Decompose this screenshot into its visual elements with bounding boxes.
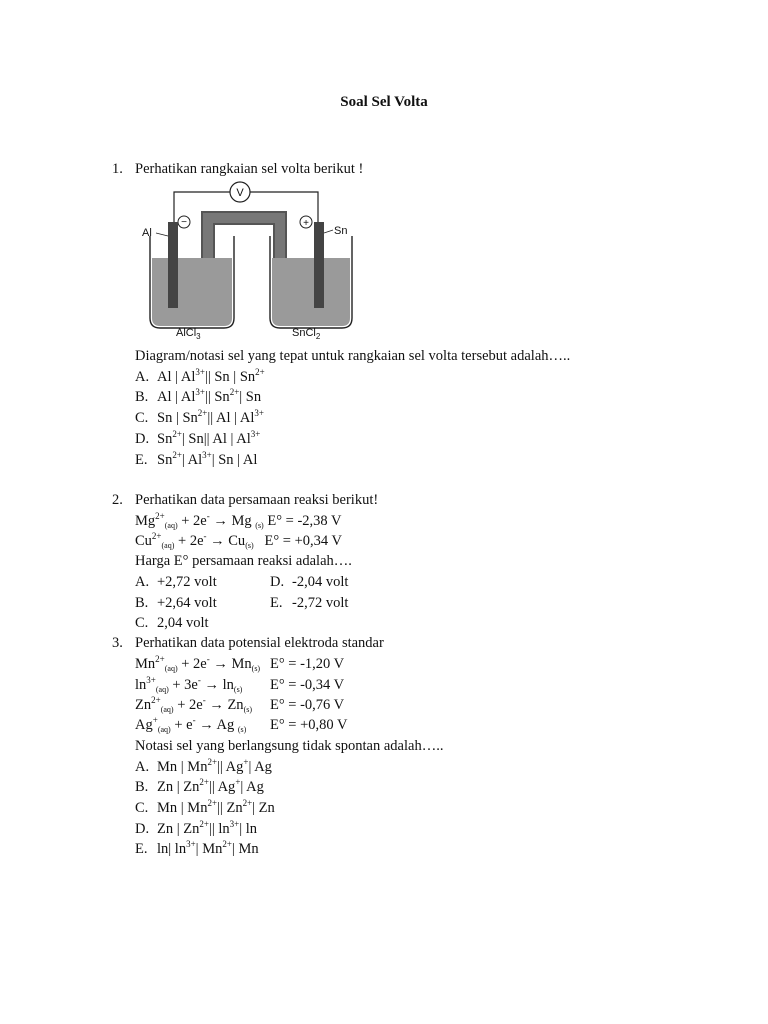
q3-option-e[interactable]: E. ln| $\ln^{3+}|$ $Mn^{2+}|$ Mn (135, 839, 259, 857)
q1-text: Perhatikan rangkaian sel volta berikut ! (135, 161, 364, 177)
q3-option-d[interactable]: D. Zn | $Zn^{2+}||$ $\ln^{3+}|$ ln (135, 819, 258, 837)
left-solution-label: AlCl (176, 327, 197, 339)
q1-option-c[interactable]: C. Sn | $Sn^{2+}||$ Al | $Al^{3+}$ (135, 408, 264, 426)
q2-reaction-cu: $Cu^{2+}_{(aq)} + 2e^- \to Cu_{(s)}$ E° = +0,34 V (135, 531, 342, 550)
right-solution-label: SnCl (292, 327, 316, 339)
q3-reaction-mn: $Mn^{2+}_{(aq)} + 2e^- \to Mn_{(s)}$ (135, 654, 261, 673)
q3-eo-ag: E° = +0,80 V (270, 717, 348, 733)
q3-reaction-ln: $\ln^{3+}_{(aq)} + 3e^- \to \ln_{(s)}$ (135, 675, 243, 694)
q1-option-d[interactable]: D. $Sn^{2+}|$ Sn|| Al | $Al^{3+}$ (135, 429, 261, 447)
q1-question: Diagram/notasi sel yang tepat untuk rangkaian sel volta tersebut adalah….. (135, 348, 571, 364)
svg-text:−: − (181, 217, 187, 228)
q2-text: Perhatikan data persamaan reaksi berikut! (135, 492, 379, 508)
q3-option-a[interactable]: A. Mn | $Mn^{2+}||$ Ag+| Ag (135, 757, 272, 775)
svg-text:AlCl3: AlCl$_3$ (176, 327, 201, 341)
svg-text:+: + (303, 218, 309, 229)
q2-option-e[interactable]: E. -2,72 volt (270, 595, 349, 611)
q2-option-d[interactable]: D. -2,04 volt (270, 574, 349, 590)
q2-option-b[interactable]: B. +2,64 volt (135, 595, 217, 611)
q3-eo-ln: E° = -0,34 V (270, 677, 345, 693)
left-electrode-label: Al (142, 227, 152, 239)
q3-option-b[interactable]: B. Zn | $Zn^{2+}||$ Ag+| Ag (135, 777, 264, 795)
right-electrode-label: Sn (334, 225, 348, 237)
q2-reaction-mg: $Mg^{2+}_{(aq)} + 2e^- \to Mg$ $_{(s)}$ E° = -2,38 V (135, 511, 342, 530)
q3-reaction-zn: $Zn^{2+}_{(aq)} + 2e^- \to Zn_{(s)}$ (135, 695, 253, 714)
q2-number: 2. (112, 492, 123, 508)
q3-text: Perhatikan data potensial elektroda standar (135, 635, 384, 651)
q2-option-a[interactable]: A. +2,72 volt (135, 574, 217, 590)
q1-option-a[interactable]: A. Al | $Al^{3+}||$ Sn | $Sn^{2+}$ (135, 367, 265, 385)
q2-option-c[interactable]: C. 2,04 volt (135, 615, 209, 631)
q3-question: Notasi sel yang berlangsung tidak spontan adalah….. (135, 738, 444, 754)
q3-reaction-ag: $Ag^+_{(aq)} + e^- \to Ag$ $_{(s)}$ (135, 715, 247, 734)
q3-option-c[interactable]: C. Mn | $Mn^{2+}||$ $Zn^{2+}|$ Zn (135, 798, 275, 816)
q3-number: 3. (112, 635, 123, 651)
svg-text:SnCl2: SnCl$_2$ (292, 327, 321, 341)
voltaic-cell-diagram (138, 178, 360, 342)
page-title: Soal Sel Volta (340, 94, 428, 110)
q1-option-e[interactable]: E. $Sn^{2+}|$ $Al^{3+}|$ Sn | Al (135, 450, 258, 468)
q3-eo-mn: E° = -1,20 V (270, 656, 345, 672)
voltmeter-label: V (236, 187, 244, 199)
q1-option-b[interactable]: B. Al | $Al^{3+}||$ $Sn^{2+}|$ Sn (135, 387, 262, 405)
q1-number: 1. (112, 161, 123, 177)
q3-eo-zn: E° = -0,76 V (270, 697, 345, 713)
q2-question: Harga E° persamaan reaksi adalah…. (135, 553, 352, 569)
